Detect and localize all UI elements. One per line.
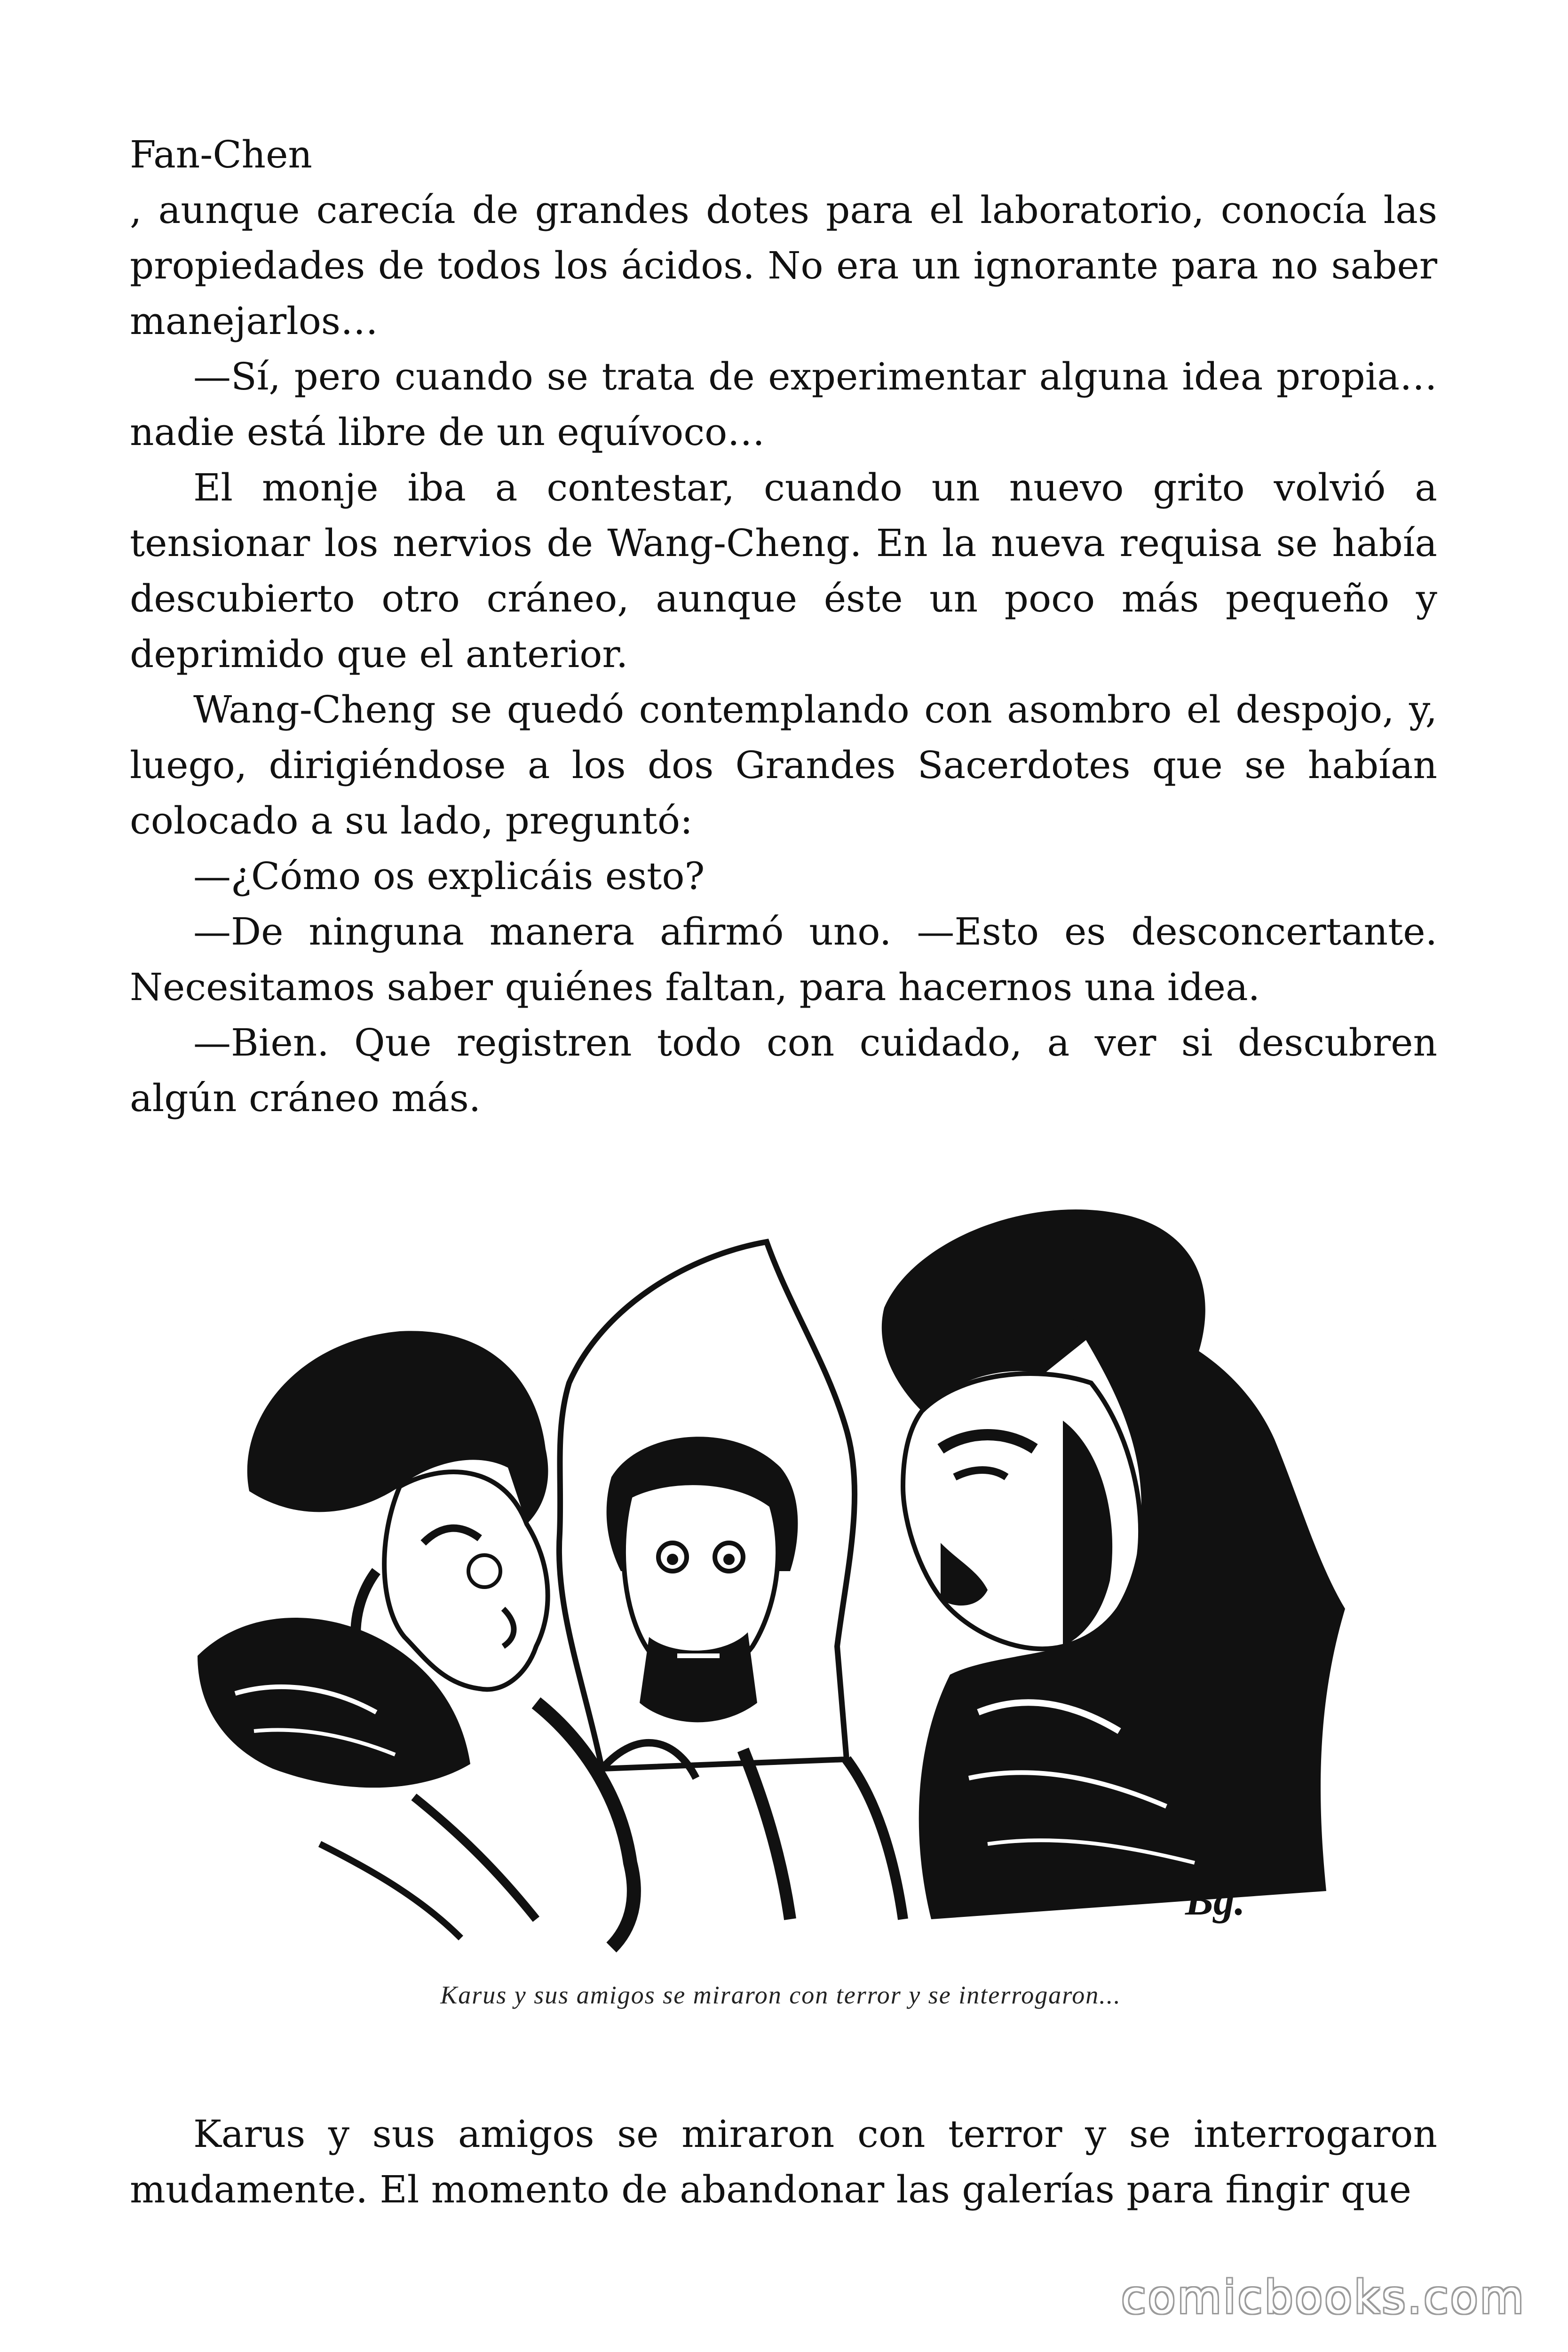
ink-illustration — [179, 1185, 1383, 1966]
body-text-top — [130, 127, 1437, 1126]
illustration-caption: Karus y sus amigos se miraron con terror y se interrogaron... — [440, 1981, 1121, 2009]
paragraph: El monje iba a contestar, cuando un nuevo grito volvió a tensionar los nervios de Wang-Cheng. En la nueva requisa se había descubierto otro cráneo, aunque éste un poco más pequeño y deprimido que el anterior. — [130, 466, 1437, 676]
paragraph: —Bien. Que registren todo con cuidado, a ver si descubren algún cráneo más. — [130, 1021, 1437, 1120]
paragraph: —De ninguna manera afirmó uno. —Esto es desconcertante. Necesitamos saber quiénes faltan, para hacernos una idea. — [130, 910, 1437, 1009]
artist-signature: Bg. — [1185, 1877, 1245, 1924]
middle-figure — [559, 1242, 855, 1778]
three-figures-drawing — [179, 1185, 1383, 1966]
right-figure — [882, 1209, 1345, 1919]
paragraph: Wang-Cheng se quedó contemplando con asombro el despojo, y, luego, dirigiéndose a los dos Grandes Sacerdotes que se habían colocado a su lado, preguntó: — [130, 688, 1437, 842]
paragraph: , aunque carecía de grandes dotes para el laboratorio, conocía las propiedades de todos los ácidos. No era un ignorante para no saber manejarlos… — [130, 188, 1437, 343]
left-figure — [198, 1331, 548, 1788]
paragraph: Karus y sus amigos se miraron con terror y se interrogaron mudamente. El momento de abandonar las galerías para fingir que — [130, 2112, 1437, 2211]
paragraph: Fan-Chen — [130, 133, 312, 176]
body-text-bottom — [130, 2106, 1437, 2217]
paragraph: —¿Cómo os explicáis esto? — [193, 854, 705, 898]
watermark: comicbooks.com — [1121, 2271, 1526, 2324]
paragraph: —Sí, pero cuando se trata de experimentar alguna idea propia… nadie está libre de un equívoco… — [130, 355, 1437, 454]
